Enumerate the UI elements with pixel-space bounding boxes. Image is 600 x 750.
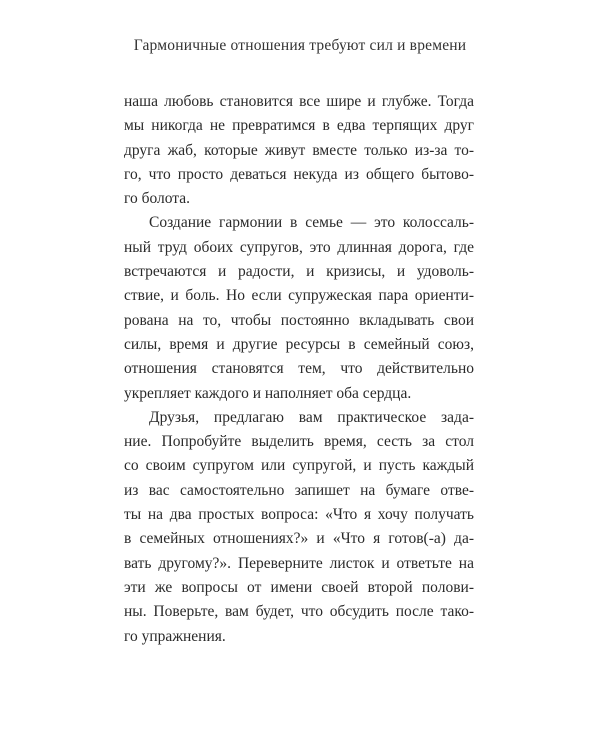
paragraph-1 [124,90,474,211]
text-line: Друзья, предлагаю вам практическое зада- [149,408,474,426]
text-line: друга жаб, которые живут вместе только из-за то- [124,141,474,159]
text-line: го, что просто деваться некуда из общего бытово- [124,165,474,183]
paragraph-3 [124,406,474,649]
paragraph-2 [124,211,474,405]
text-line: рована на то, чтобы постоянно вкладывать свои [124,311,474,329]
text-line: го упражнения. [124,627,226,645]
text-line: со своим супругом или супругой, и пусть каждый [124,457,474,475]
text-line: встречаются и радости, и кризисы, и удоволь- [124,263,474,281]
running-header: Гармоничные отношения требуют сил и времени [133,37,467,54]
text-line: силы, время и другие ресурсы в семейный союз, [124,335,474,353]
text-line: укрепляет каждого и наполняет оба сердца. [124,384,412,402]
text-line: ствие, и боль. Но если супружеская пара ориенти- [124,287,474,305]
text-line: наша любовь становится все шире и глубже. Тогда [124,93,474,110]
text-line: ние. Попробуйте выделить время, сесть за стол [124,433,474,451]
text-line: отношения становятся тем, что действительно [124,360,474,378]
text-line: в семейных отношениях?» и «Что я готов(-а) да- [124,530,474,548]
text-line: мы никогда не превратимся в едва терпящих друг [124,117,474,135]
text-line: го болота. [124,190,191,208]
text-line: из вас самостоятельно запишет на бумаге отве- [124,481,474,499]
text-line: ты на два простых вопроса: «Что я хочу получать [124,506,474,524]
text-line: эти же вопросы от имени своей второй полови- [124,578,474,596]
text-line: ны. Поверьте, вам будет, что обсудить после тако- [124,603,474,621]
body-text [124,90,474,649]
text-line: Создание гармонии в семье — это колоссаль- [149,214,474,232]
text-line: вать другому?». Переверните листок и ответьте на [124,554,474,572]
text-line: ный труд обоих супругов, это длинная дорога, где [124,238,474,256]
